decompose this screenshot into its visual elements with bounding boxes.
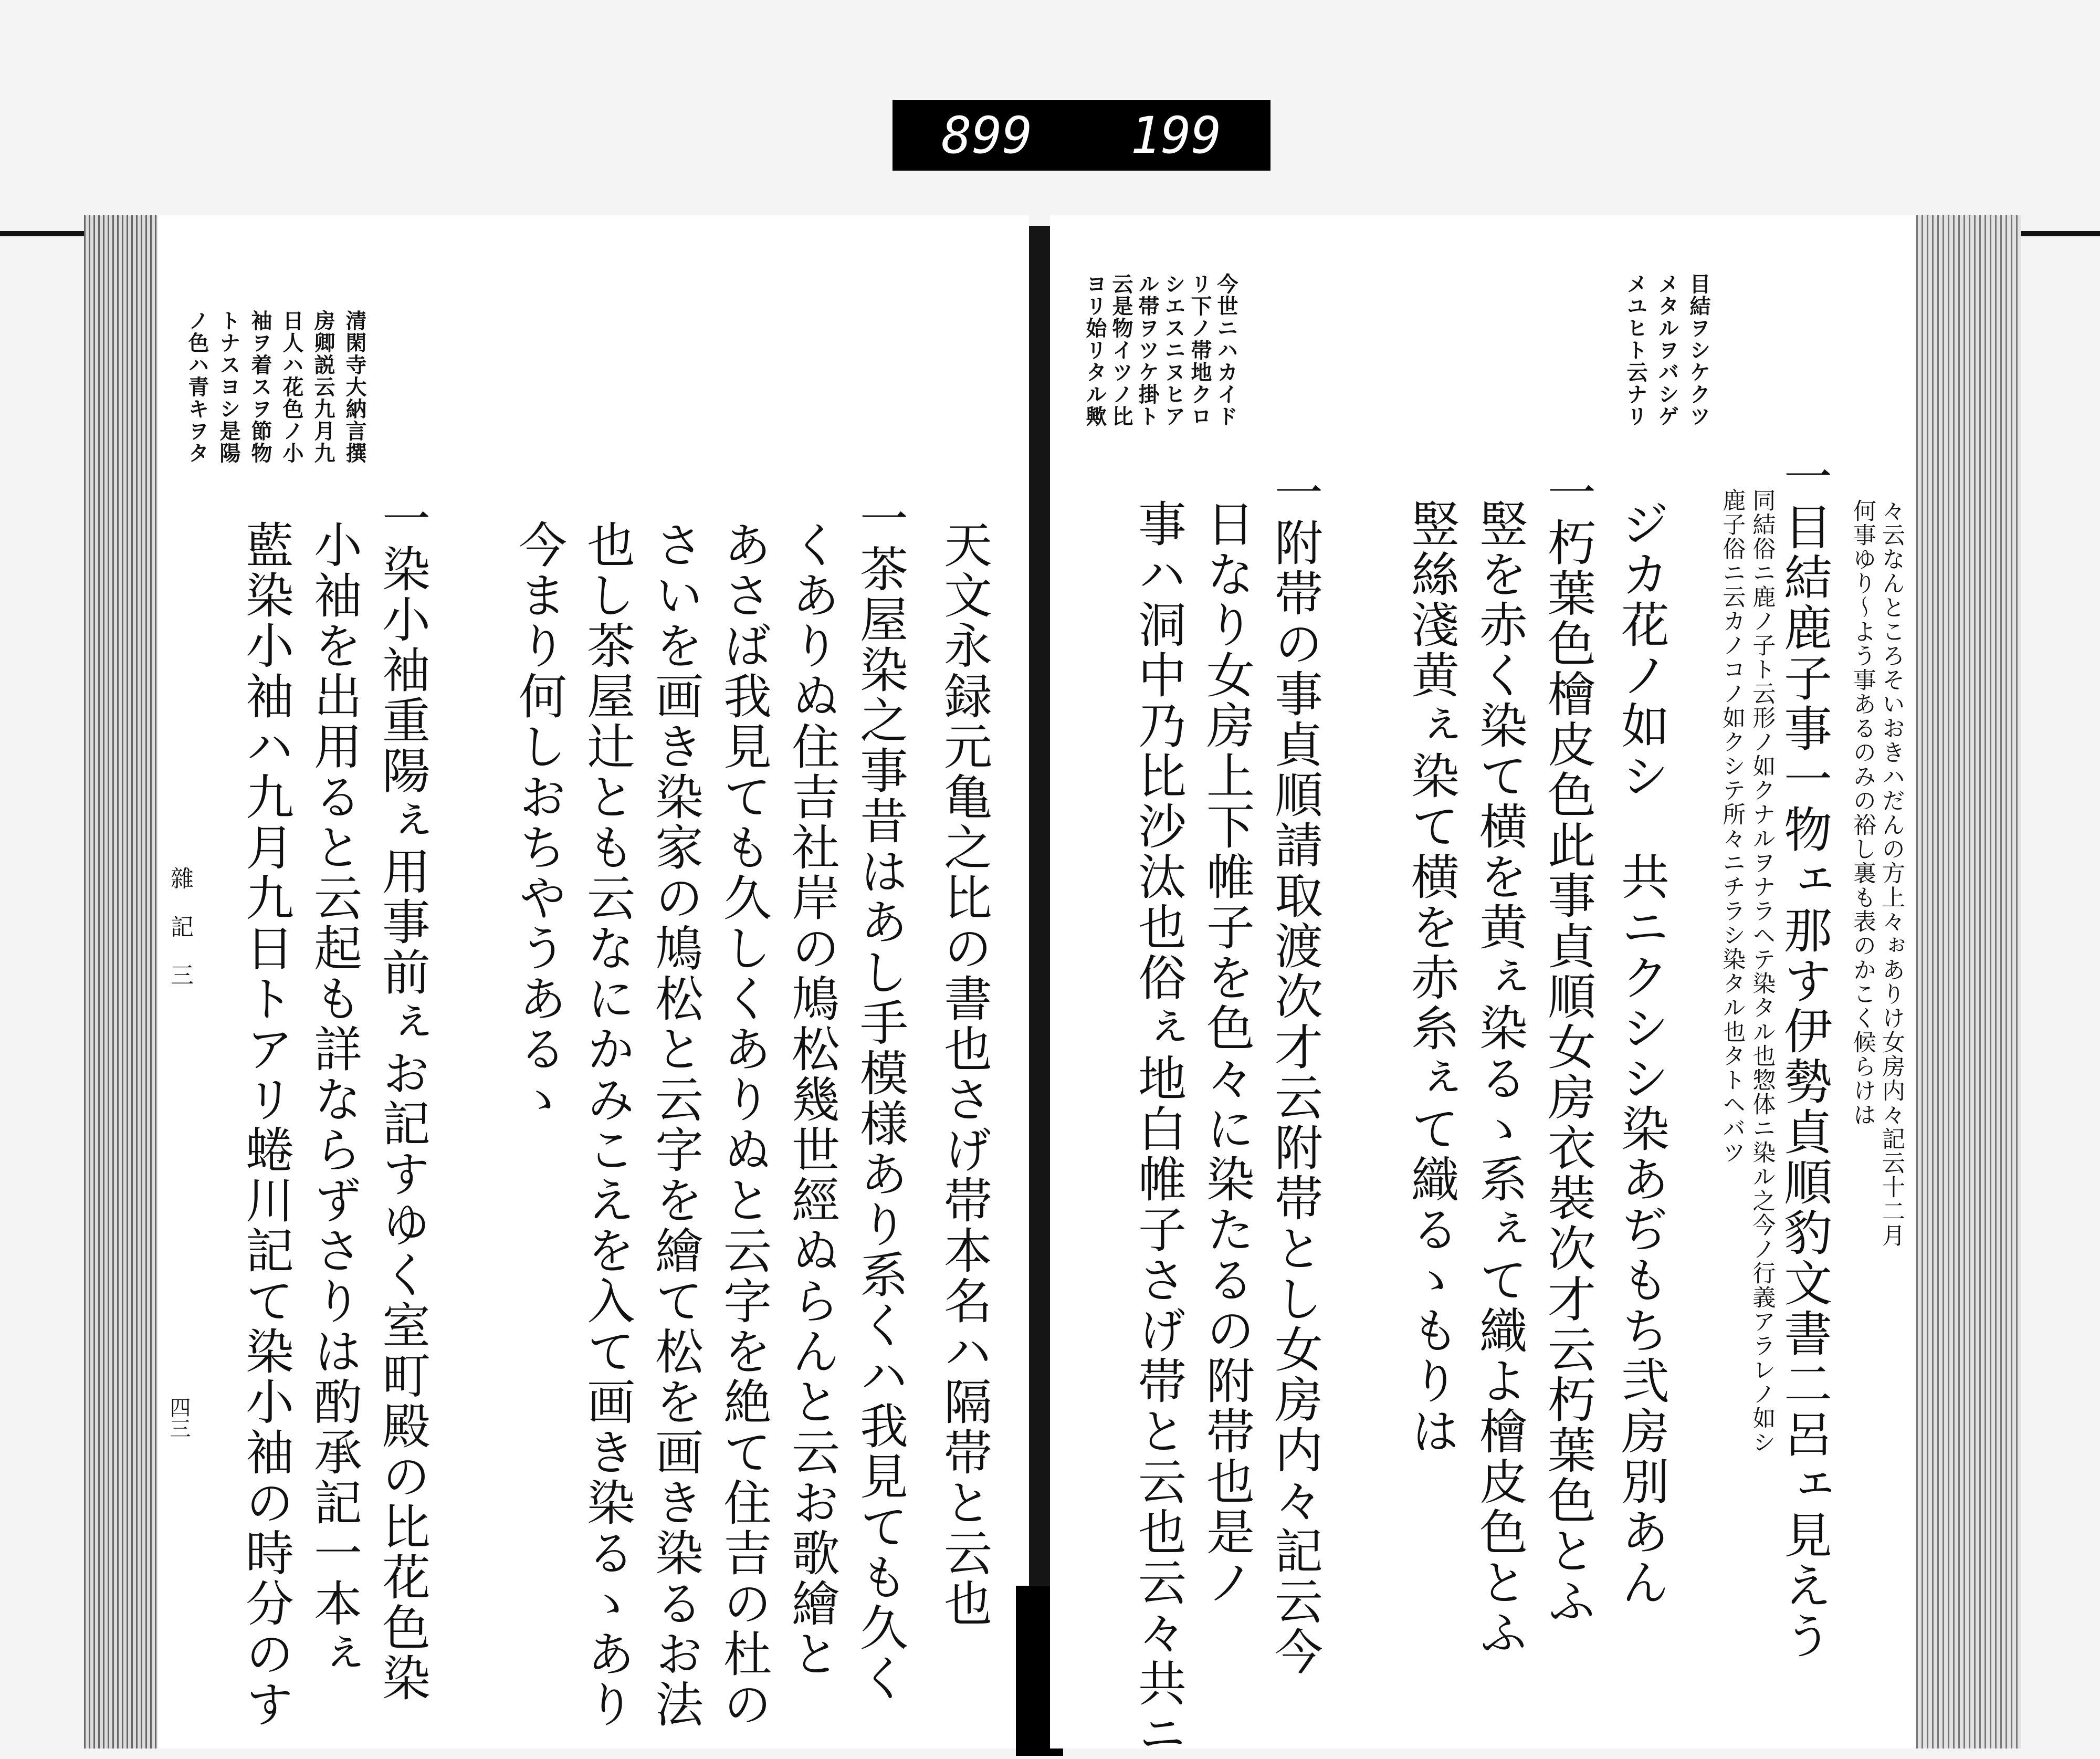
text-column: 々云なんところそいおきハだんの方上々ぉありけ女房内々記云十二月 <box>1878 499 1905 1248</box>
text-column: 事ハ洞中乃比沙汰也俗ぇ地白帷子さげ帯と云也云々共ニ <box>1130 499 1186 1759</box>
text-column-with-notes: 同結俗ニ鹿ノ子ト云形ノ如クナルヲナラヘテ染タル也惣体ニ染ル之今ノ行義アラレノ如シ 鹿子俗ニ云カノコノ如クシテ所々ニチラシ染タル也タトヘバツ <box>1718 488 1776 1479</box>
book-gutter <box>1029 226 1050 1748</box>
text-column: 竪を赤く染て横を黄ぇ染るゝ系ぇて織よ檜皮色とふ <box>1472 499 1528 1658</box>
right-footnote-3: シエスニヌヒア <box>1161 273 1186 427</box>
text-column: 一目結鹿子事一物ェ那す伊勢貞順豹文書二呂ェ見えう <box>1776 452 1832 1661</box>
right-footnote-5: 云是物イツノ比 <box>1109 273 1133 427</box>
scan-label <box>892 100 1270 171</box>
text-column: 一附帯の事貞順請取渡次才云附帯とし女房内々記云今 <box>1267 467 1323 1677</box>
scan-label-right: 199 <box>1130 106 1222 165</box>
right-footnote-1: 今世ニハカイド <box>1214 273 1238 427</box>
text-column: 今まり何しおちやうあるゝ <box>511 520 567 1125</box>
left-headnote-5: 房卿説云九月九 <box>311 310 335 464</box>
text-column: 一染小袖重陽ぇ用事前ぇお記すゆく室町殿の比花色染 <box>374 494 430 1703</box>
text-column: 何事ゆり～よう事あるのみの裕し裏も表のかこく候らけは <box>1849 499 1876 1127</box>
left-page <box>158 215 1029 1748</box>
right-headnote-3: メユヒト云ナリ <box>1623 273 1648 427</box>
scan-label-left: 899 <box>941 106 1033 165</box>
text-column: 一朽葉色檜皮色此事貞順女房衣裝次才云朽葉色とふ <box>1540 467 1596 1627</box>
text-column: 竪絲淺黄ぇ染て横を赤糸ぇて織るゝもりは <box>1403 499 1460 1457</box>
text-column: 也し茶屋辻とも云なにかみこえを入て画き染るゝあり <box>579 520 635 1730</box>
left-headnote-3: 袖ヲ着スヲ節物 <box>248 310 272 464</box>
left-headnote-2: トナスヨシ是陽 <box>216 310 241 464</box>
text-column: ジカ花ノ如シ 共ニクシシ染あぢもち弐房別あん <box>1613 499 1670 1608</box>
page-edges-left <box>84 215 158 1748</box>
text-column: 一茶屋染之事昔はあし手模様あり系くハ我見ても久く <box>852 494 908 1703</box>
right-headnote-2: メタルヲバシゲ <box>1655 273 1679 427</box>
text-column: 小袖を出用ると云起も詳ならずさりは酌承記一本ぇ <box>306 520 362 1679</box>
left-headnote-1: ノ色ハ青キヲタ <box>185 310 209 464</box>
page-edges-right <box>1916 215 2021 1748</box>
left-headnote-4: 日人ハ花色ノ小 <box>279 310 304 464</box>
running-title: 雜 記 三 <box>166 866 193 987</box>
text-column: 天文永録元亀之比の書也さげ帯本名ハ隔帯と云也 <box>936 520 992 1629</box>
right-headnote-1: 目結ヲシケクツ <box>1686 273 1711 427</box>
text-column: あさば我見ても久しくありぬと云字を絶て住吉の杜の <box>716 520 772 1730</box>
right-page <box>1050 215 1916 1759</box>
left-headnote-6: 清閑寺大納言撰 <box>342 310 367 464</box>
right-footnote-2: リ下ノ帯地クロ <box>1188 273 1212 427</box>
text-column: 藍染小袖ハ九月九日トアリ蜷川記て染小袖の時分のす <box>238 520 294 1730</box>
right-footnote-4: ル帯ヲツケ掛ト <box>1135 273 1160 427</box>
page-number: 四三 <box>166 1397 191 1439</box>
right-footnote-6: ヨリ始リタル歟 <box>1083 273 1107 427</box>
text-column: さいを画き染家の鳩松と云字を繪て松を画き染るお法 <box>647 520 704 1730</box>
text-column: くありぬ住吉社岸の鳩松幾世經ぬらんと云お歌繪と <box>784 520 840 1679</box>
text-column: 日なり女房上下帷子を色々に染たるの附帯也是ノ <box>1199 499 1255 1608</box>
